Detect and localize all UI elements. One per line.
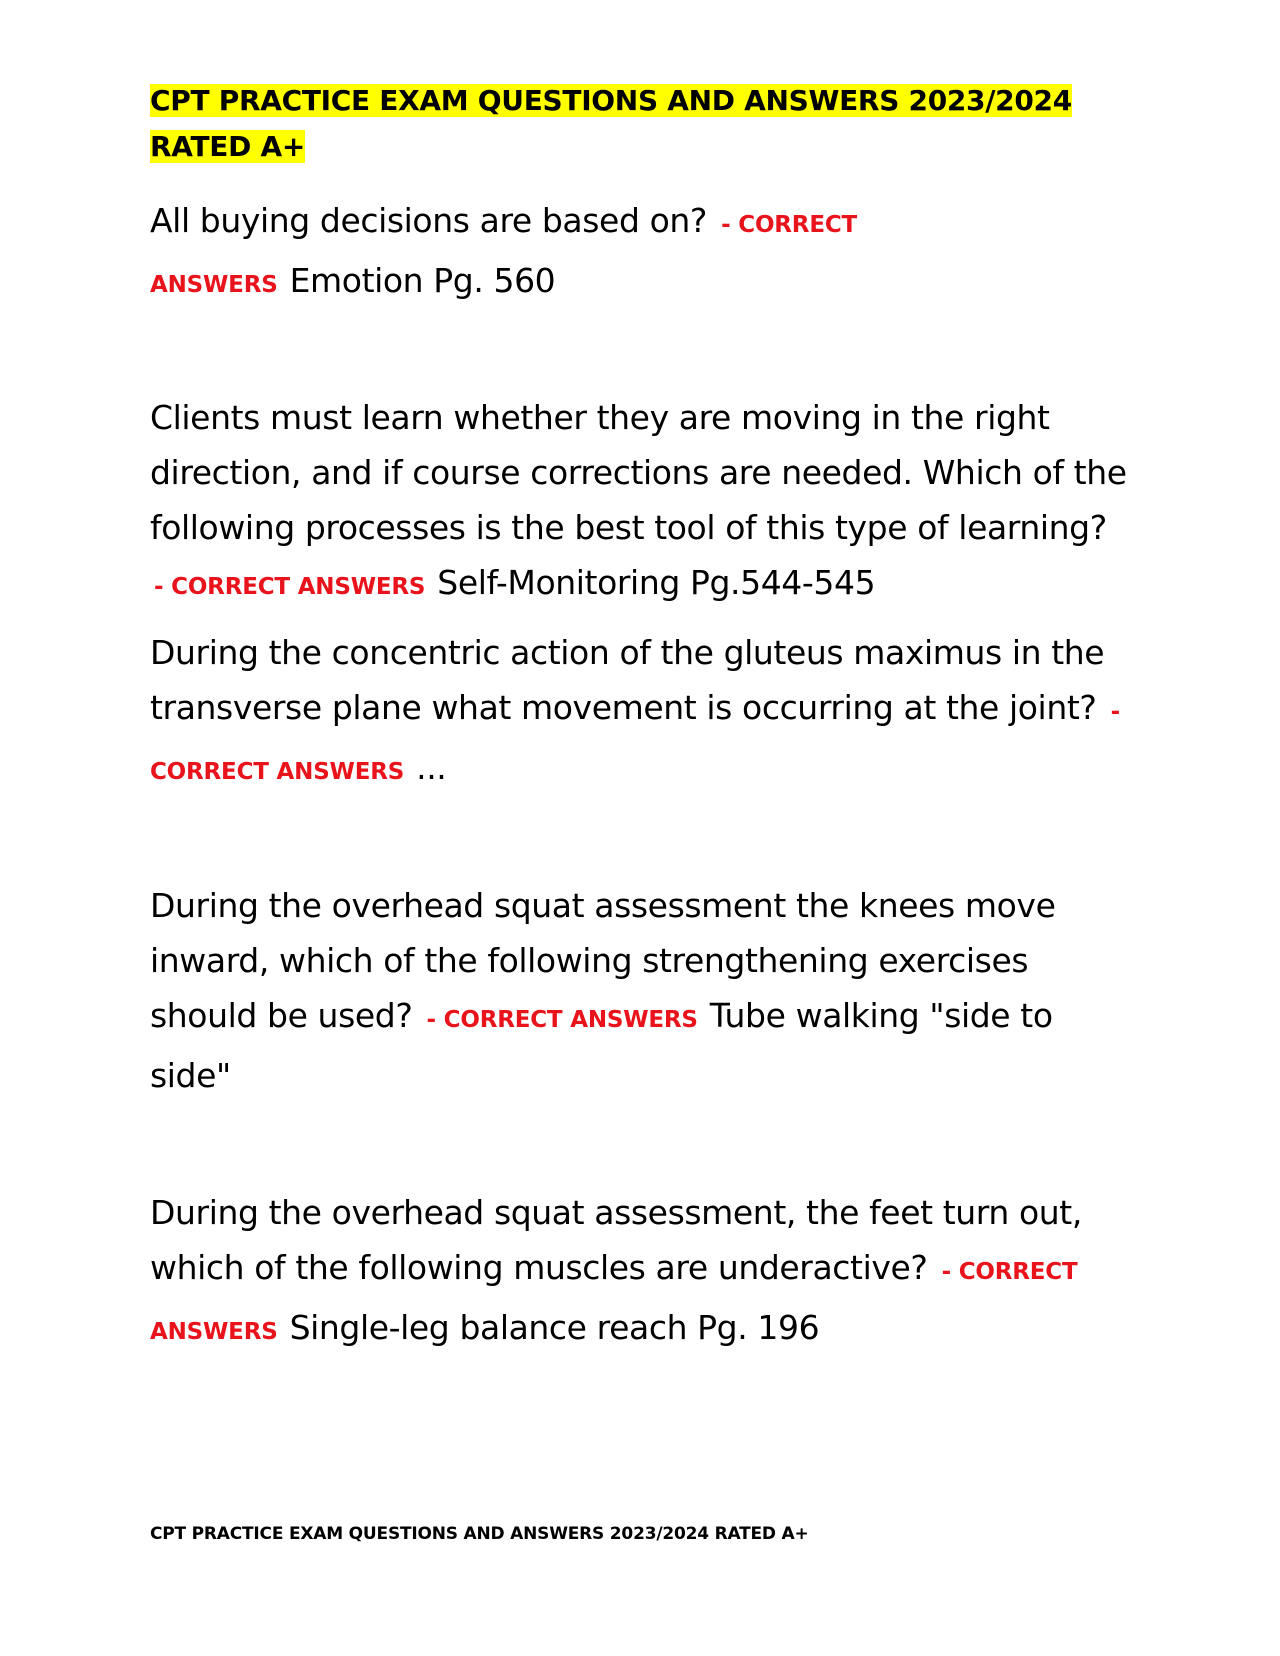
- answer-text: Self-Monitoring Pg.544-545: [437, 563, 876, 602]
- correct-answers-tag: - CORRECT ANSWERS: [154, 574, 426, 600]
- qa-item: [150, 625, 1130, 800]
- qa-item: [150, 390, 1130, 615]
- answer-text: ...: [416, 748, 447, 787]
- qa-item: [150, 878, 1130, 1103]
- question-text: Clients must learn whether they are moving in the right direction, and if course corrections are needed. Which of the following processes is the best tool of this type of learning?: [150, 398, 1127, 547]
- question-text: During the overhead squat assessment, the feet turn out, which of the following muscles are underactive?: [150, 1193, 1082, 1287]
- correct-answers-tag: - CORRECT ANSWERS: [150, 212, 857, 298]
- document-title: [150, 78, 1110, 170]
- correct-answers-tag: - CORRECT ANSWERS: [426, 1007, 698, 1033]
- question-text: During the overhead squat assessment the knees move inward, which of the following strengthening exercises should be used?: [150, 886, 1056, 1035]
- qa-item: [150, 193, 1130, 313]
- document-title-text: CPT PRACTICE EXAM QUESTIONS AND ANSWERS 2023/2024 RATED A+: [150, 84, 1072, 163]
- question-text: During the concentric action of the gluteus maximus in the transverse plane what movement is occurring at the joint?: [150, 633, 1105, 727]
- answer-text: Emotion Pg. 560: [289, 261, 556, 300]
- question-text: All buying decisions are based on?: [150, 201, 708, 240]
- answer-text: Tube walking "side to side": [150, 996, 1053, 1095]
- correct-answers-tag: - CORRECT ANSWERS: [150, 1259, 1078, 1345]
- page-footer: CPT PRACTICE EXAM QUESTIONS AND ANSWERS 2023/2024 RATED A+: [150, 1524, 809, 1544]
- qa-item: [150, 1185, 1130, 1360]
- correct-answers-tag: - CORRECT ANSWERS: [150, 699, 1120, 785]
- answer-text: Single-leg balance reach Pg. 196: [289, 1308, 820, 1347]
